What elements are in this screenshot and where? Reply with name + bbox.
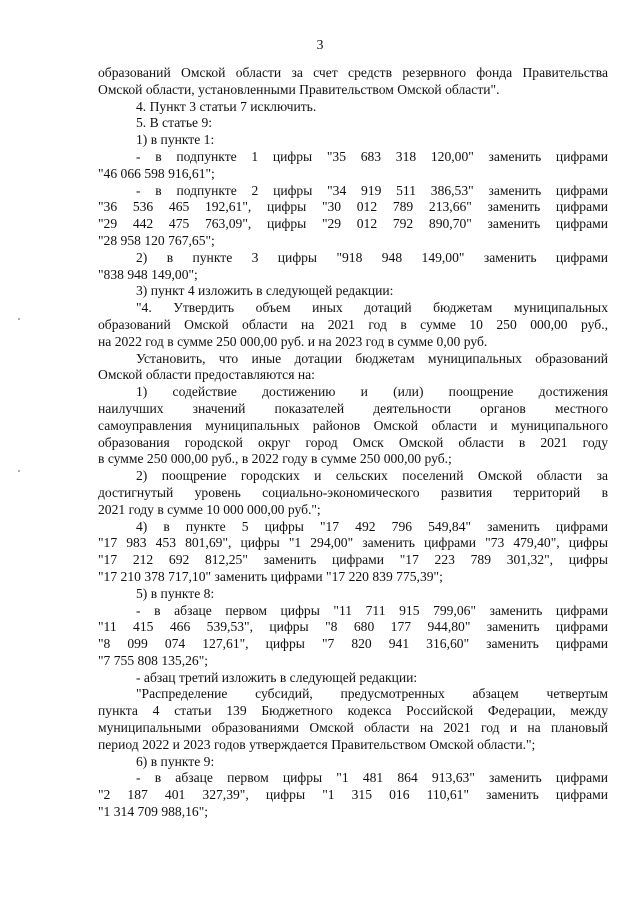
text-line: "7 755 808 135,26";: [98, 652, 209, 668]
text-line: "8 099 074 127,61", цифры "7 820 941 316,60" заменить цифрами: [98, 636, 608, 652]
text-line: "2 187 401 327,39", цифры "1 315 016 110,61" заменить цифрами: [98, 787, 608, 803]
text-line: "17 983 453 801,69", цифры "1 294,00" заменить цифрами "73 479,40", цифры: [98, 535, 608, 551]
text-line: 4) в пункте 5 цифры "17 492 796 549,84" заменить цифрами: [136, 518, 608, 534]
text-line: пункта 4 статьи 139 Бюджетного кодекса Российской Федерации, между: [98, 703, 608, 719]
text-line: 2) в пункте 3 цифры "918 948 149,00" заменить цифрами: [136, 249, 608, 265]
text-line: "17 212 692 812,25" заменить цифрами "17 223 789 301,32", цифры: [98, 552, 608, 568]
text-line: 3) пункт 4 изложить в следующей редакции:: [136, 283, 394, 299]
text-line: "4. Утвердить объем иных дотаций бюджетам муниципальных: [136, 300, 608, 316]
page-number: 3: [316, 38, 324, 53]
text-line: Установить, что иные дотации бюджетам муниципальных образований: [136, 350, 608, 366]
text-line: период 2022 и 2023 годов утверждается Правительством Омской области.";: [98, 736, 536, 752]
text-line: на 2022 год в сумме 250 000,00 руб. и на 2023 год в сумме 0,00 руб.: [98, 333, 488, 349]
text-line: Омской области, установленными Правительством Омской области".: [98, 81, 500, 97]
text-line: Омской области предоставляются на:: [98, 367, 315, 383]
text-line: - в подпункте 1 цифры "35 683 318 120,00" заменить цифрами: [136, 148, 608, 164]
text-line: - в подпункте 2 цифры "34 919 511 386,53" заменить цифрами: [136, 182, 608, 198]
text-line: "29 442 475 763,09", цифры "29 012 792 890,70" заменить цифрами: [98, 216, 608, 232]
text-line: муниципальными образованиями Омской области на 2021 год и на плановый: [98, 720, 608, 736]
text-line: в сумме 250 000,00 руб., в 2022 году в сумме 250 000,00 руб.;: [98, 451, 452, 467]
text-line: 6) в пункте 9:: [136, 753, 215, 769]
text-line: 2) поощрение городских и сельских поселений Омской области за: [136, 468, 608, 484]
text-line: "46 066 598 916,61";: [98, 165, 215, 181]
text-line: - в абзаце первом цифры "1 481 864 913,63" заменить цифрами: [136, 770, 608, 786]
text-line: "Распределение субсидий, предусмотренных абзацем четвертым: [136, 686, 608, 702]
text-line: образования городской округ город Омск Омской области в 2021 году: [98, 434, 608, 450]
text-line: - в абзаце первом цифры "11 711 915 799,06" заменить цифрами: [136, 602, 608, 618]
text-line: 2021 году в сумме 10 000 000,00 руб.";: [98, 501, 321, 517]
text-line: 4. Пункт 3 статьи 7 исключить.: [136, 98, 317, 114]
text-line: "28 958 120 767,65";: [98, 232, 215, 248]
document-body: [98, 65, 608, 821]
text-line: 1) в пункте 1:: [136, 132, 215, 148]
text-line: образований Омской области за счет средств резервного фонда Правительства: [98, 65, 608, 80]
scan-speck: [18, 318, 20, 320]
text-line: - абзац третий изложить в следующей редакции:: [136, 669, 418, 685]
text-line: "1 314 709 988,16";: [98, 804, 209, 820]
text-line: 1) содействие достижению и (или) поощрение достижения: [136, 384, 608, 400]
text-line: образований Омской области на 2021 год в сумме 10 250 000,00 руб.,: [98, 316, 608, 332]
text-line: "17 210 378 717,10" заменить цифрами "17 220 839 775,39";: [98, 568, 443, 584]
text-line: "838 948 149,00";: [98, 266, 198, 282]
text-line: самоуправления муниципальных районов Омской области и муниципального: [98, 417, 608, 433]
text-line: наилучших значений показателей деятельности органов местного: [98, 400, 608, 416]
text-line: 5) в пункте 8:: [136, 585, 215, 601]
text-line: "11 415 466 539,53", цифры "8 680 177 944,80" заменить цифрами: [98, 619, 608, 635]
text-line: "36 536 465 192,61", цифры "30 012 789 213,66" заменить цифрами: [98, 199, 608, 215]
text-line: 5. В статье 9:: [136, 115, 213, 131]
text-line: достигнутый уровень социально-экономического развития территорий в: [98, 484, 608, 500]
scan-speck: [18, 470, 20, 472]
